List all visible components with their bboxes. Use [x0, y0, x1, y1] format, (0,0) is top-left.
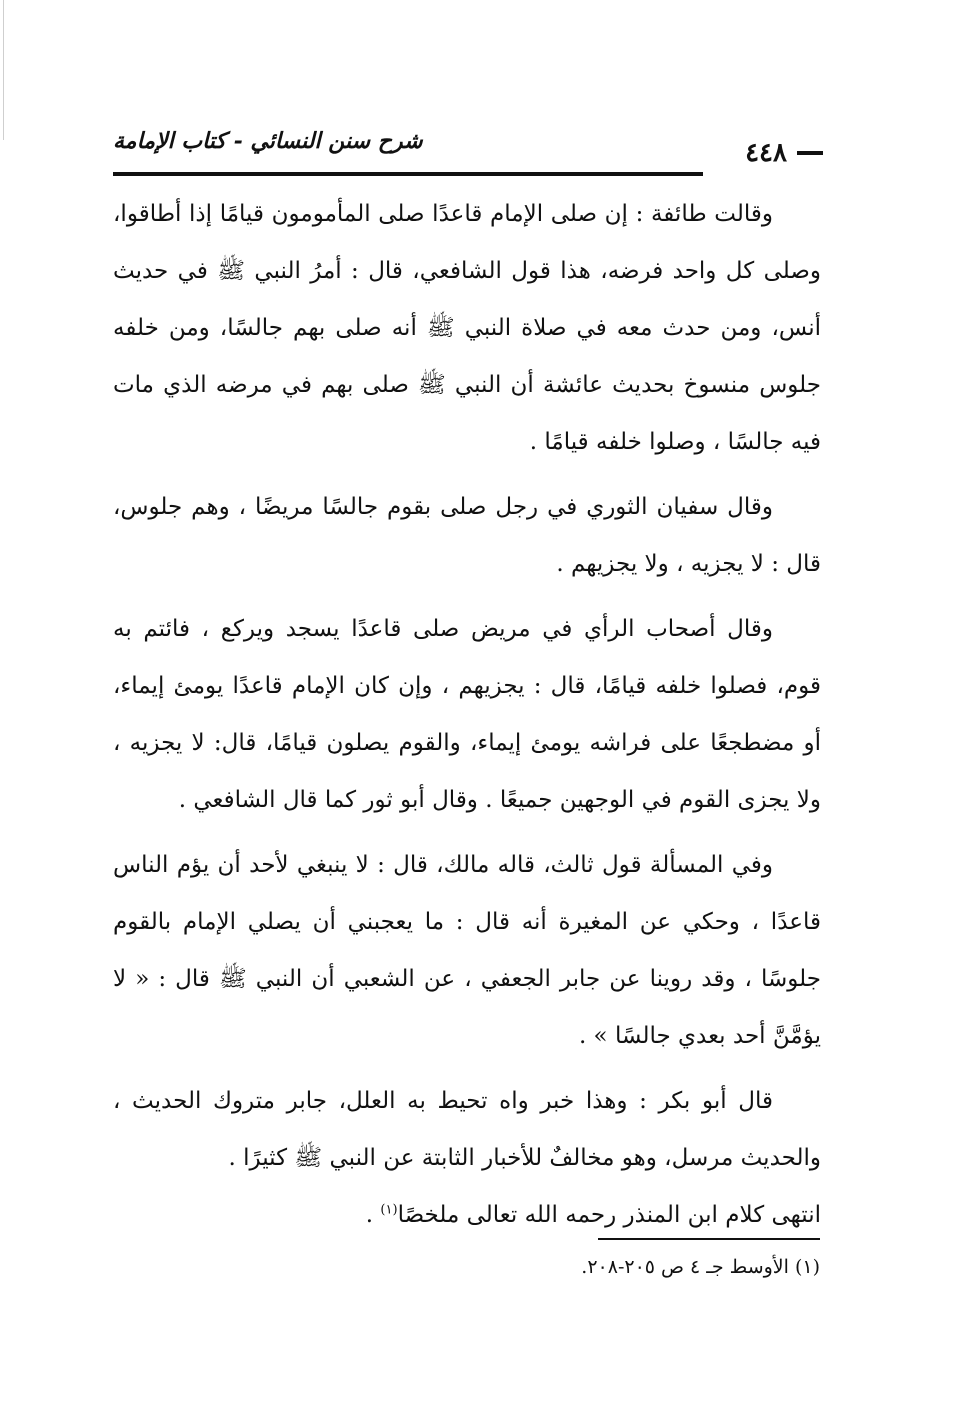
- paragraph-1: وقالت طائفة : إن صلى الإمام قاعدًا صلى المأمومون قيامًا إذا أطاقوا، وصلى كل واحد فرضه، هذا قول الشافعي، قال : أمرُ النبي ﷺ في حديث أنس، ومن حدث معه في صلاة النبي ﷺ أنه صلى بهم جالسًا، ومن خلفه جلوس منسوخ بحديث عائشة أن النبي ﷺ صلى بهم في مرضه الذي مات فيه جالسًا ، وصلوا خلفه قيامًا .: [113, 201, 821, 455]
- paragraph-5-text: قال أبو بكر : وهذا خبر واه تحيط به العلل، جابر متروك الحديث ، والحديث مرسل، وهو مخالفٌ للأخبار الثابتة عن النبي ﷺ كثيرًا .: [113, 1088, 821, 1171]
- paragraph-5: [113, 1073, 821, 1244]
- main-text: [113, 186, 821, 1252]
- page-number-dash: [797, 151, 823, 155]
- paragraph-2: وقال سفيان الثوري في رجل صلى بقوم جالسًا مريضًا ، وهم جلوس، قال : لا يجزيه ، ولا يجزيهم .: [113, 494, 821, 577]
- footnote-rule: [598, 1238, 820, 1240]
- running-title: شرح سنن النسائي - كتاب الإمامة: [113, 128, 423, 154]
- scan-edge-line: [3, 0, 4, 140]
- footnote-marker: (١): [380, 1202, 398, 1218]
- footnote: (١) الأوسط جـ ٤ ص ٢٠٥-٢٠٨.: [581, 1256, 820, 1278]
- closing-text: انتهى كلام ابن المنذر رحمه الله تعالى ملخصًا: [397, 1202, 821, 1228]
- closing-end: .: [365, 1202, 381, 1228]
- page-number-value: ٤٤٨: [745, 138, 787, 168]
- header-rule: [113, 172, 703, 176]
- page-header: [113, 128, 823, 174]
- page-number: [745, 138, 823, 168]
- paragraph-3: وقال أصحاب الرأي في مريض صلى قاعدًا يسجد ويركع ، فائتم به قوم، فصلوا خلفه قيامًا، قال : يجزيهم ، وإن كان الإمام قاعدًا يومئ إيماء، أو مضطجعًا على فراشه يومئ إيماء، والقوم يصلون قيامًا، قال: لا يجزيه ، ولا يجزى القوم في الوجهين جميعًا . وقال أبو ثور كما قال الشافعي .: [113, 616, 821, 813]
- paragraph-4: وفي المسألة قول ثالث، قاله مالك، قال : لا ينبغي لأحد أن يؤم الناس قاعدًا ، وحكي عن المغيرة أنه قال : ما يعجبني أن يصلي الإمام بالقوم جلوسًا ، وقد روينا عن جابر الجعفي ، عن الشعبي أن النبي ﷺ قال : « لا يؤمَّنَّ أحد بعدي جالسًا » .: [113, 852, 821, 1049]
